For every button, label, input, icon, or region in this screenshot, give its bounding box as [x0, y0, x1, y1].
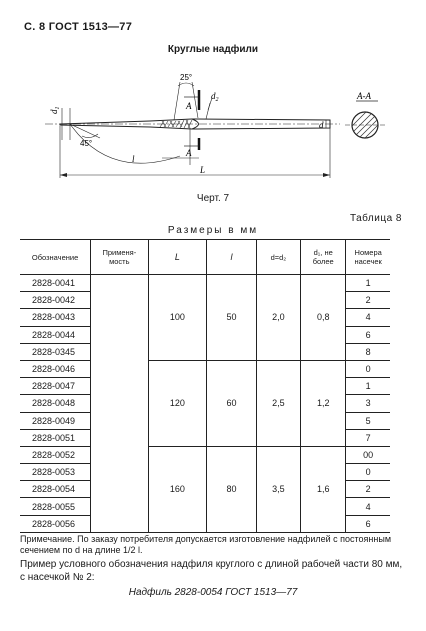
designation-cell: 2828-0053: [20, 464, 91, 481]
notch-cell: 0: [346, 464, 390, 481]
technical-drawing: [0, 0, 426, 200]
table-label: Таблица 8: [349, 213, 402, 224]
designation-cell: 2828-0042: [20, 292, 91, 309]
label-d: d: [319, 120, 324, 130]
label-A-top: A: [186, 101, 192, 111]
notch-cell: 2: [346, 292, 390, 309]
d1-cell: 0,8: [301, 275, 346, 361]
label-l: l: [132, 154, 135, 164]
designation-cell: 2828-0044: [20, 326, 91, 343]
L-cell: 160: [148, 446, 207, 532]
designation-cell: 2828-0345: [20, 343, 91, 360]
designation-cell: 2828-0048: [20, 395, 91, 412]
notch-cell: 5: [346, 412, 390, 429]
notch-cell: 7: [346, 429, 390, 446]
designation-cell: 2828-0052: [20, 446, 91, 463]
notch-cell: 4: [346, 498, 390, 515]
designation-cell: 2828-0056: [20, 515, 91, 532]
designation-cell: 2828-0047: [20, 378, 91, 395]
label-angle-45: 45°: [80, 139, 93, 148]
label-d1: $d_1$: [49, 106, 61, 114]
notch-cell: 3: [346, 395, 390, 412]
col-notch: Номера насечек: [346, 240, 390, 275]
table-note: Примечание. По заказу потребителя допускается изготовление надфилей с постоянным сечением по d на длине 1/2 l.: [20, 534, 392, 555]
label-A-bottom: A: [186, 148, 192, 158]
application-cell: [91, 275, 148, 533]
L-cell: 120: [148, 360, 207, 446]
l-cell: 60: [207, 360, 257, 446]
notch-cell: 6: [346, 326, 390, 343]
example-text: Пример условного обозначения надфиля круглого с длиной рабочей части 80 мм, с насечкой № 2:: [20, 559, 403, 583]
table-row: [20, 446, 390, 463]
notch-cell: 1: [346, 378, 390, 395]
table-row: [20, 360, 390, 377]
d1-cell: 1,6: [301, 446, 346, 532]
table-row: [20, 275, 390, 292]
col-d1: d₁, не более: [301, 240, 346, 275]
label-angle-25: 25°: [180, 73, 193, 82]
page-header: С. 8 ГОСТ 1513—77: [24, 21, 133, 33]
l-cell: 80: [207, 446, 257, 532]
notch-cell: 00: [346, 446, 390, 463]
notch-cell: 6: [346, 515, 390, 532]
section-title: Круглые надфили: [167, 44, 259, 55]
d1-cell: 1,2: [301, 360, 346, 446]
label-d2: $d_2$: [211, 91, 219, 103]
designation-cell: 2828-0046: [20, 360, 91, 377]
col-d: d=d₂: [256, 240, 300, 275]
figure-caption: Черт. 7: [196, 193, 230, 204]
L-cell: 100: [148, 275, 207, 361]
d-cell: 3,5: [256, 446, 300, 532]
label-L: L: [200, 165, 206, 175]
designation-cell: 2828-0054: [20, 481, 91, 498]
table-units: Размеры в мм: [167, 225, 259, 236]
col-L: L: [148, 240, 207, 275]
notch-cell: 8: [346, 343, 390, 360]
d-cell: 2,0: [256, 275, 300, 361]
notch-cell: 0: [346, 360, 390, 377]
example-designation: Надфиль 2828-0054 ГОСТ 1513—77: [128, 587, 298, 598]
notch-cell: 2: [346, 481, 390, 498]
d-cell: 2,5: [256, 360, 300, 446]
label-section: A-A: [357, 91, 371, 101]
designation-cell: 2828-0055: [20, 498, 91, 515]
designation-cell: 2828-0049: [20, 412, 91, 429]
col-application: Применя-мость: [91, 240, 148, 275]
col-designation: Обозначение: [20, 240, 91, 275]
designation-cell: 2828-0041: [20, 275, 91, 292]
dimensions-table: [20, 239, 390, 533]
col-l: l: [207, 240, 257, 275]
l-cell: 50: [207, 275, 257, 361]
notch-cell: 4: [346, 309, 390, 326]
designation-cell: 2828-0051: [20, 429, 91, 446]
notch-cell: 1: [346, 275, 390, 292]
designation-cell: 2828-0043: [20, 309, 91, 326]
